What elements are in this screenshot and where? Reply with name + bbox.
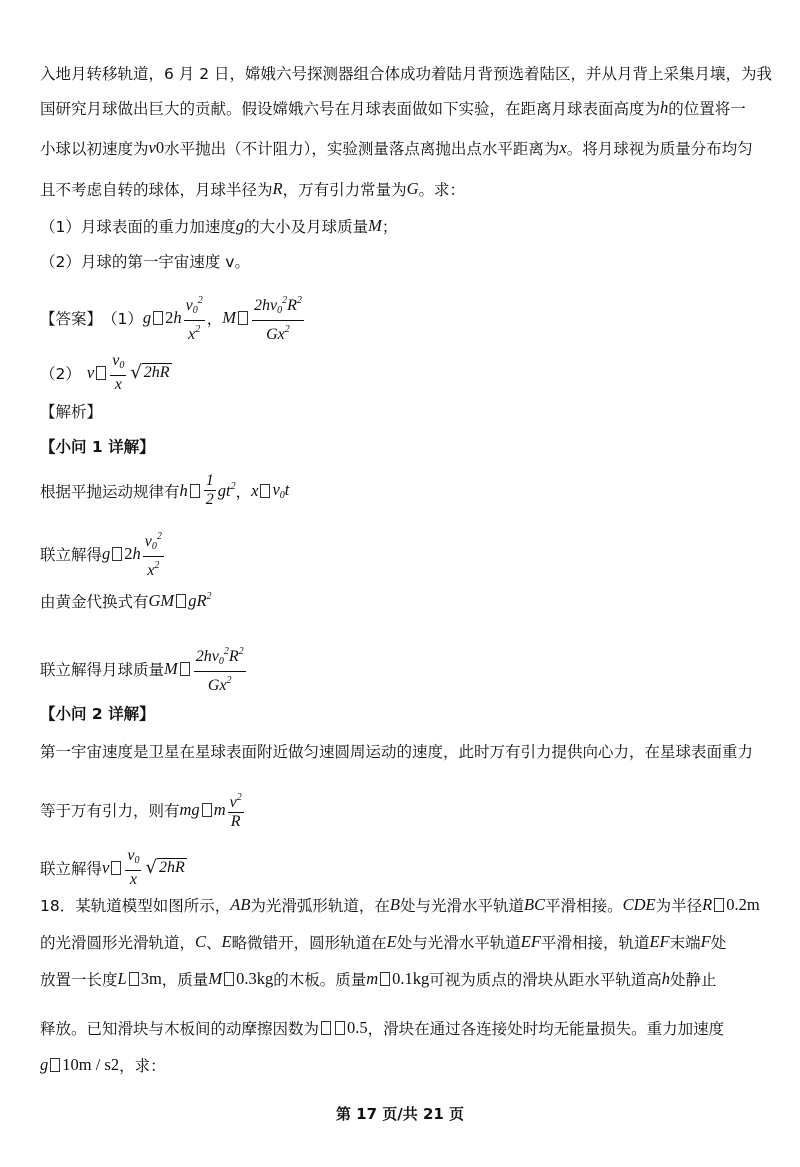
var: g bbox=[40, 1055, 49, 1074]
var-G: G bbox=[406, 179, 419, 198]
text: 的位置将一 bbox=[668, 100, 746, 118]
comma: ， bbox=[206, 310, 223, 328]
formula: $v_0t$ bbox=[272, 480, 290, 501]
text: 处与光滑水平轨道 bbox=[396, 934, 521, 952]
sqrt: √ 2hR bbox=[130, 362, 170, 383]
text: 放置一长度 bbox=[40, 971, 118, 989]
text: ； bbox=[381, 218, 398, 236]
text: 等于万有引力，则有 bbox=[40, 802, 180, 820]
text: 入地月转移轨道，6 月 2 日，嫦娥六号探测器组合体成功着陆月背预选着陆区，并从月背上采集月壤，为我 bbox=[40, 65, 773, 83]
formula: h bbox=[179, 480, 188, 500]
equals-box bbox=[96, 366, 106, 380]
text: 联立解得 bbox=[40, 860, 103, 878]
q18-line-2 bbox=[40, 931, 770, 953]
q18-line-1 bbox=[40, 894, 770, 916]
q18-line-5 bbox=[40, 1054, 770, 1076]
var: E bbox=[386, 932, 397, 951]
text: 。将月球视为质量分布均匀 bbox=[566, 140, 753, 158]
text: 第一宇宙速度是卫星在星球表面附近做匀速圆周运动的速度，此时万有引力提供向心力，在星球表面重力 bbox=[40, 743, 754, 761]
sqrt: √ 2hR bbox=[145, 857, 185, 878]
intro-line-1 bbox=[40, 62, 773, 84]
equals-box bbox=[111, 861, 121, 875]
text: 末端 bbox=[669, 934, 701, 952]
equals-box bbox=[224, 972, 234, 986]
text: ，质量 bbox=[161, 971, 209, 989]
detail-2-step-3 bbox=[40, 847, 770, 889]
var-x: x bbox=[559, 138, 567, 157]
equals-box bbox=[202, 803, 212, 817]
detail-2-title: 【小问 2 详解】 bbox=[40, 705, 155, 723]
equals-box bbox=[129, 972, 139, 986]
var: F bbox=[700, 932, 711, 951]
formula: m bbox=[213, 800, 226, 819]
answer-label: 【答案】 bbox=[40, 310, 103, 328]
var-v: v bbox=[148, 138, 156, 157]
formula: mg bbox=[179, 800, 200, 819]
text: 的木板。质量 bbox=[273, 971, 367, 989]
text: 。求： bbox=[418, 181, 466, 199]
equals-box bbox=[335, 1021, 345, 1035]
value: 0.1kg bbox=[392, 969, 430, 988]
var: M bbox=[208, 969, 223, 988]
text: 的光滑圆形光滑轨道， bbox=[40, 934, 196, 952]
var-M: M bbox=[368, 216, 382, 235]
fraction: $\frac{v^2}{R}$ bbox=[228, 789, 244, 831]
intro-line-4 bbox=[40, 178, 770, 200]
equals-box bbox=[180, 662, 190, 676]
detail-1-title: 【小问 1 详解】 bbox=[40, 438, 155, 456]
var: E bbox=[221, 932, 232, 951]
var: EF bbox=[649, 932, 670, 951]
part-2-label: （2） bbox=[40, 365, 81, 383]
detail-1-step-4 bbox=[40, 643, 770, 695]
answer-line-1 bbox=[40, 292, 770, 344]
text: 处与光滑水平轨道 bbox=[400, 897, 525, 915]
intro-line-3 bbox=[40, 137, 770, 159]
fraction: $\frac{2hv_0^2R^2}{Gx^2}$ bbox=[194, 643, 246, 695]
superscript: 2 bbox=[110, 1055, 120, 1074]
fraction: $\frac{v_0}{x}$ bbox=[112, 352, 125, 393]
formula: v bbox=[102, 858, 110, 877]
question-2 bbox=[40, 250, 770, 272]
text: ，求： bbox=[119, 1057, 166, 1075]
equals-box bbox=[260, 484, 270, 498]
var: BC bbox=[524, 895, 546, 914]
part-1-label: （1） bbox=[102, 310, 143, 328]
formula-M: M bbox=[222, 308, 237, 327]
formula: h bbox=[132, 544, 141, 563]
text: 处 bbox=[710, 934, 727, 952]
subscript: 0 bbox=[155, 138, 165, 157]
fraction: $\frac{v_0^2}{x^2}$ bbox=[143, 528, 164, 580]
analysis-label: 【解析】 bbox=[40, 403, 103, 421]
value: 3m bbox=[140, 969, 162, 988]
text: ，万有引力常量为 bbox=[282, 181, 407, 199]
var: h bbox=[661, 969, 671, 988]
intro-line-2 bbox=[40, 97, 770, 119]
var: EF bbox=[520, 932, 541, 951]
equals-box bbox=[380, 972, 390, 986]
formula: GM bbox=[148, 591, 175, 610]
var: C bbox=[195, 932, 207, 951]
text: 国研究月球做出巨大的贡献。假设嫦娥六号在月球表面做如下实验，在距离月球表面高度为 bbox=[40, 100, 661, 118]
var-h: h bbox=[660, 98, 669, 117]
text: 由黄金代换式有 bbox=[40, 593, 149, 611]
detail-2-step-1 bbox=[40, 740, 770, 762]
formula: g bbox=[102, 544, 111, 563]
formula: 2 bbox=[124, 544, 133, 563]
text: 略微错开，圆形轨道在 bbox=[231, 934, 387, 952]
text: 可视为质点的滑块从距水平轨道高 bbox=[429, 971, 662, 989]
text: （1）月球表面的重力加速度 bbox=[40, 218, 236, 236]
equals-box bbox=[190, 484, 200, 498]
text: 为半径 bbox=[655, 897, 703, 915]
formula: x bbox=[251, 480, 259, 500]
text: 18．某轨道模型如图所示， bbox=[40, 897, 231, 915]
var: B bbox=[389, 895, 401, 914]
equals-box bbox=[238, 311, 248, 325]
var: CDE bbox=[622, 895, 656, 914]
value: 0.2m bbox=[726, 895, 760, 914]
fraction: $\frac{2hv_0^2R^2}{Gx^2}$ bbox=[252, 292, 304, 344]
formula-text: 2 bbox=[165, 308, 174, 327]
text: 且不考虑自转的球体，月球半径为 bbox=[40, 181, 273, 199]
var-R: R bbox=[272, 179, 283, 198]
detail-1-step-1 bbox=[40, 472, 770, 509]
placeholder-box bbox=[321, 1021, 331, 1035]
q18-line-4 bbox=[40, 1017, 770, 1039]
value: 10m / s bbox=[62, 1055, 111, 1074]
text: 联立解得 bbox=[40, 546, 103, 564]
comma: ， bbox=[235, 482, 252, 501]
value: 0.5 bbox=[347, 1018, 368, 1037]
text: 平滑相接。 bbox=[545, 897, 623, 915]
text: 水平抛出（不计阻力），实验测量落点离抛出点水平距离为 bbox=[164, 140, 560, 158]
formula: M bbox=[164, 659, 178, 678]
var-g: g bbox=[235, 216, 245, 235]
var: R bbox=[702, 895, 713, 914]
var: AB bbox=[230, 895, 251, 914]
text: 、 bbox=[206, 934, 222, 952]
detail-1-step-3 bbox=[40, 590, 770, 612]
fraction: $\frac{v_0^2}{x^2}$ bbox=[184, 292, 205, 344]
q18-line-3 bbox=[40, 968, 770, 990]
text: 小球以初速度为 bbox=[40, 140, 149, 158]
fraction: $\frac{v_0}{x}$ bbox=[127, 847, 140, 888]
fraction: $\frac{1}{2}$ bbox=[205, 472, 214, 508]
text: 为光滑弧形轨道，在 bbox=[250, 897, 390, 915]
answer-line-2 bbox=[40, 352, 770, 394]
text: ，滑块在通过各连接处时均无能量损失。重力加速度 bbox=[367, 1020, 725, 1038]
equals-box bbox=[112, 547, 122, 561]
text: 释放。已知滑块与木板间的动摩擦因数为 bbox=[40, 1020, 320, 1038]
var: L bbox=[117, 969, 127, 988]
equals-box bbox=[714, 898, 724, 912]
text: 根据平抛运动规律有 bbox=[40, 482, 180, 501]
formula: $gt^2$ bbox=[217, 480, 236, 500]
text: 处静止 bbox=[670, 971, 717, 989]
formula: $gR^2$ bbox=[188, 591, 212, 610]
text: 平滑相接，轨道 bbox=[540, 934, 650, 952]
equals-box bbox=[50, 1058, 60, 1072]
text: 联立解得月球质量 bbox=[40, 661, 165, 679]
formula-v: v bbox=[86, 363, 95, 382]
value: 0.3kg bbox=[236, 969, 274, 988]
equals-box bbox=[176, 594, 186, 608]
question-1 bbox=[40, 215, 770, 237]
formula-g: g bbox=[142, 308, 152, 327]
detail-1-step-2 bbox=[40, 528, 770, 580]
var: m bbox=[366, 969, 379, 988]
detail-2-step-2 bbox=[40, 789, 770, 831]
text: 的大小及月球质量 bbox=[244, 218, 369, 236]
text: （2）月球的第一宇宙速度 v。 bbox=[40, 253, 250, 271]
page-footer: 第 17 页/共 21 页 bbox=[335, 1105, 465, 1123]
formula-text: h bbox=[173, 308, 182, 327]
equals-box bbox=[153, 311, 163, 325]
